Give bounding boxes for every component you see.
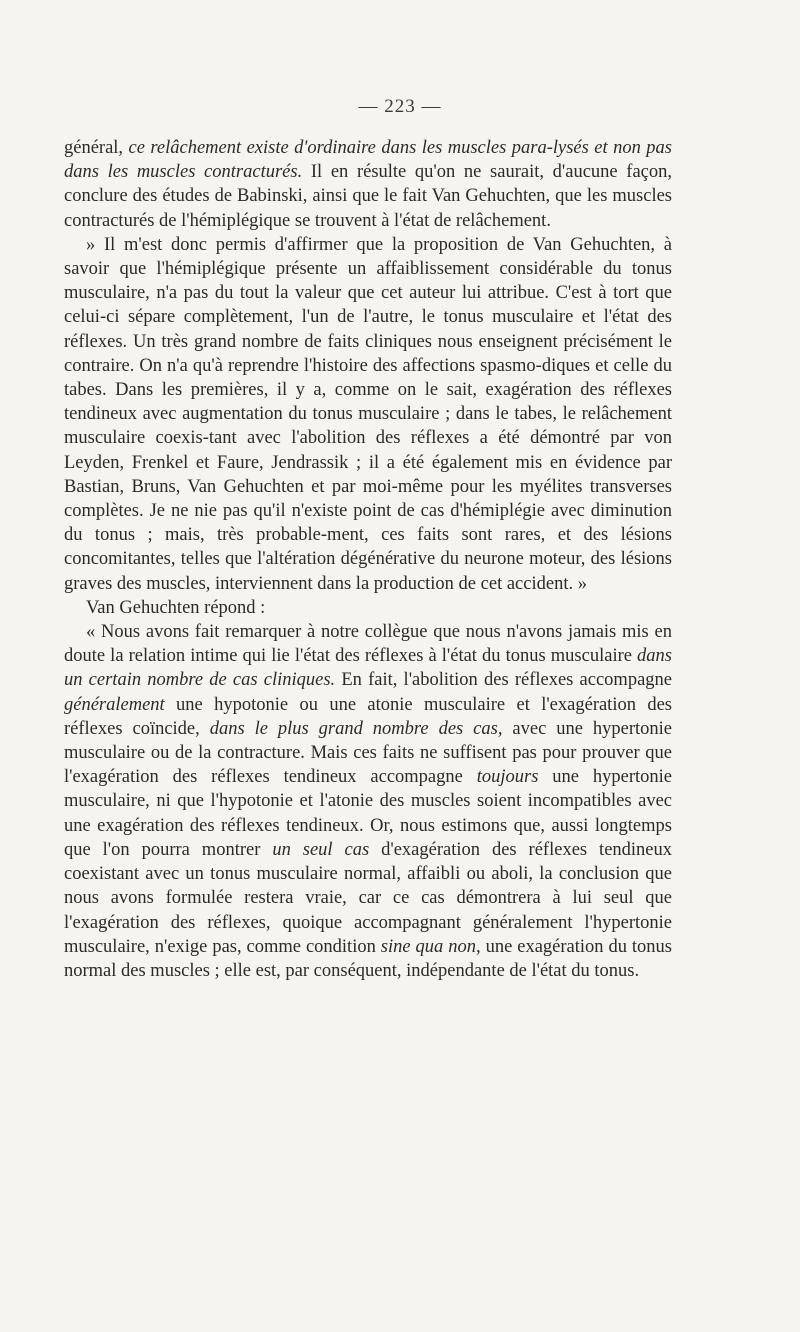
italic-span: sine qua non, xyxy=(380,936,481,957)
paragraph-1 xyxy=(64,136,672,233)
text-span: avec une hypertonie musculaire ou de la contracture. Mais ces faits ne suffisent pas pour prouver que l'exagération des réflexes tendineux accompagne xyxy=(64,718,672,788)
italic-span: ce relâchement existe d'ordinaire dans les muscles para-lysés et non pas dans les muscles contracturés. xyxy=(64,138,672,183)
italic-span: dans le plus grand nombre des cas, xyxy=(209,718,503,739)
body-text xyxy=(64,136,672,983)
paragraph-3 xyxy=(64,596,672,620)
text-span: une exagération du tonus normal des muscles ; elle est, par conséquent, indépendante de l'état du tonus. xyxy=(64,936,672,981)
text-span: Il en résulte qu'on ne saurait, d'aucune façon, conclure des études de Babinski, ainsi que le fait Van Gehuchten, que les muscles contracturés de l'hémiplégique se trouvent à l'état de relâchement. xyxy=(64,162,672,231)
text-span: d'exagération des réflexes tendineux coexistant avec un tonus musculaire normal, affaibli ou aboli, la conclusion que nous avons formulée restera vraie, car ce cas démontrera à lui seul que l'exagération des réflexes, quoique accompagnant généralement l'hypertonie musculaire, n'exige pas, comme condition xyxy=(64,839,673,957)
text-span: général, xyxy=(64,138,129,158)
text-span: une hypertonie musculaire, ni que l'hypotonie et l'atonie des muscles soient incompatibles avec une exagération des réflexes tendineux. Or, nous estimons que, aussi longtemps que l'on pourra montrer xyxy=(64,767,672,860)
italic-span: généralement xyxy=(64,694,165,715)
italic-span: toujours xyxy=(476,767,539,788)
paragraph-4 xyxy=(64,620,672,983)
paragraph-2 xyxy=(64,233,672,596)
text-span: une hypotonie ou une atonie musculaire et l'exagération des réflexes coïncide, xyxy=(64,694,672,739)
text-span: « Nous avons fait remarquer à notre collègue que nous n'avons jamais mis en doute la relation intime qui lie l'état des réflexes à l'état du tonus musculaire xyxy=(64,622,672,667)
italic-span: un seul cas xyxy=(272,839,370,860)
text-span: En fait, l'abolition des réflexes accompagne xyxy=(335,670,672,691)
page-number: — 223 — xyxy=(358,96,442,117)
italic-span: dans un certain nombre de cas cliniques. xyxy=(64,646,672,691)
text-span: Van Gehuchten répond : xyxy=(86,597,266,618)
text-span: » Il m'est donc permis d'affirmer que la proposition de Van Gehuchten, à savoir que l'hémiplégique présente un affaiblissement considérable du tonus musculaire, n'a pas du tout la valeur que cet auteur lui attribue. C'est à tort que celui-ci sépare complètement, l'un de l'autre, le tonus musculaire et l'état des réflexes. Un très grand nombre de faits cliniques nous enseignent précisément le contraire. On n'a qu'à reprendre l'histoire des affections spasmo-diques et celle du tabes. Dans les premières, il y a, comme on le sait, exagération des réflexes tendineux avec augmentation du tonus musculaire ; dans le tabes, le relâchement musculaire coexis-tant avec l'abolition des réflexes a été démontré par von Leyden, Frenkel et Faure, Jendrassik ; il a été également mis en évidence par Bastian, Bruns, Van Gehuchten et par moi-même pour les myélites transverses complètes. Je ne nie pas qu'il n'existe point de cas d'hémiplégie avec diminution du tonus ; mais, très probable-ment, ces faits sont rares, et des lésions concomitantes, telles que l'altération dégénérative du neurone moteur, des lésions graves des muscles, interviennent dans la production de cet accident. » xyxy=(64,234,672,594)
